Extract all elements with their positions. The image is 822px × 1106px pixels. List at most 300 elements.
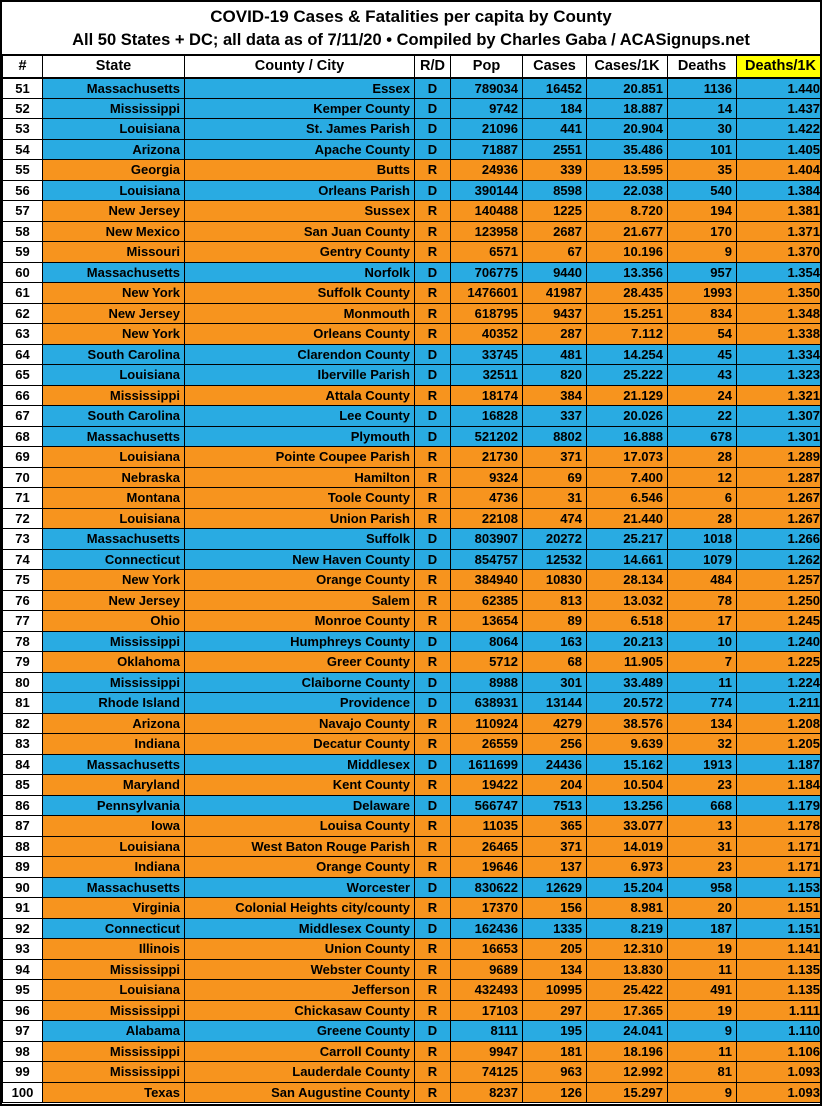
cell-cases: 7513 <box>523 795 587 816</box>
cell-rank: 60 <box>3 262 43 283</box>
cell-rank: 55 <box>3 160 43 181</box>
cell-party: R <box>415 324 451 345</box>
cell-rank: 81 <box>3 693 43 714</box>
cell-deaths-per-1k: 1.321 <box>737 385 822 406</box>
cell-cases-per-1k: 25.422 <box>587 980 668 1001</box>
header-row <box>3 56 822 78</box>
cell-cases-per-1k: 25.222 <box>587 365 668 386</box>
table-row <box>3 160 822 181</box>
cell-pop: 74125 <box>451 1062 523 1083</box>
cell-rank: 94 <box>3 959 43 980</box>
table-row <box>3 1000 822 1021</box>
cell-pop: 8064 <box>451 631 523 652</box>
table-row <box>3 918 822 939</box>
cell-cases-per-1k: 9.639 <box>587 734 668 755</box>
table-row <box>3 303 822 324</box>
cell-deaths: 1018 <box>668 529 737 550</box>
cell-deaths-per-1k: 1.338 <box>737 324 822 345</box>
cell-county: Delaware <box>185 795 415 816</box>
cell-deaths: 11 <box>668 672 737 693</box>
cell-pop: 19646 <box>451 857 523 878</box>
cell-cases-per-1k: 6.973 <box>587 857 668 878</box>
cell-pop: 1476601 <box>451 283 523 304</box>
cell-state: Nebraska <box>43 467 185 488</box>
cell-deaths-per-1k: 1.240 <box>737 631 822 652</box>
table-row <box>3 877 822 898</box>
cell-rank: 76 <box>3 590 43 611</box>
table-row <box>3 119 822 140</box>
cell-county: Monmouth <box>185 303 415 324</box>
cell-deaths: 54 <box>668 324 737 345</box>
cell-deaths-per-1k: 1.151 <box>737 898 822 919</box>
cell-cases-per-1k: 13.595 <box>587 160 668 181</box>
cell-county: Webster County <box>185 959 415 980</box>
cell-pop: 1611699 <box>451 754 523 775</box>
cell-rank: 79 <box>3 652 43 673</box>
table-row <box>3 221 822 242</box>
cell-rank: 77 <box>3 611 43 632</box>
table-row <box>3 180 822 201</box>
cell-party: R <box>415 959 451 980</box>
cell-county: Essex <box>185 78 415 99</box>
cell-rank: 70 <box>3 467 43 488</box>
cell-deaths-per-1k: 1.350 <box>737 283 822 304</box>
cell-cases: 2551 <box>523 139 587 160</box>
cell-pop: 566747 <box>451 795 523 816</box>
cell-deaths: 194 <box>668 201 737 222</box>
cell-deaths: 9 <box>668 1021 737 1042</box>
cell-deaths: 11 <box>668 1041 737 1062</box>
cell-cases-per-1k: 20.026 <box>587 406 668 427</box>
cell-deaths-per-1k: 1.224 <box>737 672 822 693</box>
cell-deaths: 22 <box>668 406 737 427</box>
cell-rank: 90 <box>3 877 43 898</box>
cell-cases-per-1k: 35.486 <box>587 139 668 160</box>
cell-state: New York <box>43 324 185 345</box>
cell-county: Middlesex <box>185 754 415 775</box>
cell-deaths-per-1k: 1.334 <box>737 344 822 365</box>
cell-deaths-per-1k: 1.301 <box>737 426 822 447</box>
covid-county-table <box>2 55 822 1103</box>
cell-county: Orange County <box>185 857 415 878</box>
table-row <box>3 529 822 550</box>
cell-state: Indiana <box>43 734 185 755</box>
cell-county: Greene County <box>185 1021 415 1042</box>
cell-party: R <box>415 283 451 304</box>
cell-deaths: 28 <box>668 447 737 468</box>
cell-rank: 84 <box>3 754 43 775</box>
cell-state: Massachusetts <box>43 754 185 775</box>
cell-rank: 53 <box>3 119 43 140</box>
col-header-deaths-per-1k: Deaths/1K <box>737 56 822 78</box>
cell-deaths-per-1k: 1.422 <box>737 119 822 140</box>
cell-party: R <box>415 488 451 509</box>
cell-cases: 41987 <box>523 283 587 304</box>
table-row <box>3 754 822 775</box>
cell-rank: 57 <box>3 201 43 222</box>
cell-party: D <box>415 549 451 570</box>
cell-rank: 65 <box>3 365 43 386</box>
cell-cases: 337 <box>523 406 587 427</box>
cell-deaths: 7 <box>668 652 737 673</box>
cell-cases: 256 <box>523 734 587 755</box>
cell-pop: 830622 <box>451 877 523 898</box>
cell-deaths: 774 <box>668 693 737 714</box>
cell-rank: 97 <box>3 1021 43 1042</box>
cell-cases-per-1k: 33.489 <box>587 672 668 693</box>
cell-county: Greer County <box>185 652 415 673</box>
cell-county: Attala County <box>185 385 415 406</box>
cell-deaths: 14 <box>668 98 737 119</box>
table-row <box>3 365 822 386</box>
cell-cases-per-1k: 15.297 <box>587 1082 668 1103</box>
cell-party: R <box>415 713 451 734</box>
cell-county: Butts <box>185 160 415 181</box>
cell-state: Massachusetts <box>43 78 185 99</box>
cell-deaths: 1079 <box>668 549 737 570</box>
cell-deaths: 32 <box>668 734 737 755</box>
cell-county: Providence <box>185 693 415 714</box>
cell-deaths-per-1k: 1.211 <box>737 693 822 714</box>
cell-cases: 181 <box>523 1041 587 1062</box>
table-row <box>3 488 822 509</box>
cell-state: New Jersey <box>43 303 185 324</box>
cell-deaths-per-1k: 1.225 <box>737 652 822 673</box>
cell-state: Alabama <box>43 1021 185 1042</box>
cell-deaths-per-1k: 1.208 <box>737 713 822 734</box>
cell-pop: 13654 <box>451 611 523 632</box>
cell-rank: 64 <box>3 344 43 365</box>
cell-party: R <box>415 160 451 181</box>
cell-deaths: 9 <box>668 1082 737 1103</box>
table-row <box>3 1082 822 1103</box>
cell-county: Orange County <box>185 570 415 591</box>
page-title: COVID-19 Cases & Fatalities per capita by County <box>210 6 612 26</box>
table-row <box>3 898 822 919</box>
cell-cases-per-1k: 18.887 <box>587 98 668 119</box>
cell-party: D <box>415 918 451 939</box>
cell-state: Louisiana <box>43 119 185 140</box>
cell-cases-per-1k: 20.851 <box>587 78 668 99</box>
cell-cases-per-1k: 21.129 <box>587 385 668 406</box>
cell-deaths-per-1k: 1.171 <box>737 857 822 878</box>
cell-party: R <box>415 816 451 837</box>
cell-state: Massachusetts <box>43 877 185 898</box>
cell-pop: 22108 <box>451 508 523 529</box>
cell-deaths: 24 <box>668 385 737 406</box>
cell-pop: 71887 <box>451 139 523 160</box>
cell-state: Arizona <box>43 139 185 160</box>
cell-county: Kent County <box>185 775 415 796</box>
cell-pop: 384940 <box>451 570 523 591</box>
table-row <box>3 980 822 1001</box>
table-row <box>3 939 822 960</box>
cell-cases-per-1k: 14.254 <box>587 344 668 365</box>
cell-rank: 98 <box>3 1041 43 1062</box>
page-subtitle: All 50 States + DC; all data as of 7/11/20 • Compiled by Charles Gaba / ACASignups.net <box>72 30 750 49</box>
cell-cases-per-1k: 14.661 <box>587 549 668 570</box>
cell-county: Toole County <box>185 488 415 509</box>
table-row <box>3 344 822 365</box>
cell-deaths-per-1k: 1.354 <box>737 262 822 283</box>
cell-state: Pennsylvania <box>43 795 185 816</box>
cell-rank: 78 <box>3 631 43 652</box>
cell-deaths-per-1k: 1.205 <box>737 734 822 755</box>
cell-cases-per-1k: 10.504 <box>587 775 668 796</box>
cell-cases-per-1k: 20.213 <box>587 631 668 652</box>
cell-state: Louisiana <box>43 365 185 386</box>
cell-county: Lauderdale County <box>185 1062 415 1083</box>
cell-pop: 26465 <box>451 836 523 857</box>
cell-cases: 297 <box>523 1000 587 1021</box>
cell-deaths: 43 <box>668 365 737 386</box>
cell-county: Hamilton <box>185 467 415 488</box>
cell-deaths: 23 <box>668 775 737 796</box>
cell-county: Norfolk <box>185 262 415 283</box>
cell-cases: 16452 <box>523 78 587 99</box>
cell-state: Indiana <box>43 857 185 878</box>
cell-state: Massachusetts <box>43 262 185 283</box>
cell-cases: 474 <box>523 508 587 529</box>
cell-cases-per-1k: 13.256 <box>587 795 668 816</box>
cell-deaths: 17 <box>668 611 737 632</box>
cell-pop: 17103 <box>451 1000 523 1021</box>
table-row <box>3 672 822 693</box>
cell-deaths-per-1k: 1.266 <box>737 529 822 550</box>
cell-pop: 706775 <box>451 262 523 283</box>
cell-party: D <box>415 693 451 714</box>
cell-pop: 789034 <box>451 78 523 99</box>
cell-party: R <box>415 447 451 468</box>
cell-county: Carroll County <box>185 1041 415 1062</box>
cell-deaths-per-1k: 1.262 <box>737 549 822 570</box>
cell-deaths: 958 <box>668 877 737 898</box>
cell-cases-per-1k: 17.365 <box>587 1000 668 1021</box>
cell-pop: 162436 <box>451 918 523 939</box>
cell-rank: 72 <box>3 508 43 529</box>
cell-pop: 21096 <box>451 119 523 140</box>
cell-cases: 1335 <box>523 918 587 939</box>
cell-state: New Mexico <box>43 221 185 242</box>
cell-state: Ohio <box>43 611 185 632</box>
cell-deaths-per-1k: 1.384 <box>737 180 822 201</box>
cell-rank: 67 <box>3 406 43 427</box>
cell-cases: 12629 <box>523 877 587 898</box>
cell-cases: 89 <box>523 611 587 632</box>
cell-party: D <box>415 672 451 693</box>
table-row <box>3 734 822 755</box>
cell-party: R <box>415 611 451 632</box>
cell-cases: 24436 <box>523 754 587 775</box>
cell-state: South Carolina <box>43 406 185 427</box>
cell-pop: 5712 <box>451 652 523 673</box>
cell-deaths-per-1k: 1.257 <box>737 570 822 591</box>
cell-pop: 638931 <box>451 693 523 714</box>
table-row <box>3 406 822 427</box>
cell-pop: 18174 <box>451 385 523 406</box>
table-row <box>3 262 822 283</box>
cell-deaths-per-1k: 1.440 <box>737 78 822 99</box>
cell-deaths-per-1k: 1.093 <box>737 1062 822 1083</box>
cell-rank: 83 <box>3 734 43 755</box>
cell-county: Middlesex County <box>185 918 415 939</box>
cell-rank: 54 <box>3 139 43 160</box>
cell-party: R <box>415 201 451 222</box>
cell-party: D <box>415 529 451 550</box>
cell-state: Louisiana <box>43 180 185 201</box>
cell-deaths: 11 <box>668 959 737 980</box>
cell-deaths: 31 <box>668 836 737 857</box>
cell-rank: 89 <box>3 857 43 878</box>
cell-rank: 74 <box>3 549 43 570</box>
cell-party: D <box>415 180 451 201</box>
cell-county: Apache County <box>185 139 415 160</box>
cell-cases: 31 <box>523 488 587 509</box>
cell-deaths: 187 <box>668 918 737 939</box>
cell-cases: 481 <box>523 344 587 365</box>
cell-deaths: 30 <box>668 119 737 140</box>
table-row <box>3 447 822 468</box>
table-row <box>3 242 822 263</box>
cell-county: Orleans County <box>185 324 415 345</box>
cell-state: Mississippi <box>43 631 185 652</box>
cell-cases-per-1k: 33.077 <box>587 816 668 837</box>
cell-state: Mississippi <box>43 98 185 119</box>
cell-cases-per-1k: 15.251 <box>587 303 668 324</box>
cell-county: Chickasaw County <box>185 1000 415 1021</box>
cell-deaths: 134 <box>668 713 737 734</box>
cell-deaths-per-1k: 1.267 <box>737 508 822 529</box>
cell-cases-per-1k: 13.830 <box>587 959 668 980</box>
cell-deaths-per-1k: 1.184 <box>737 775 822 796</box>
cell-state: Missouri <box>43 242 185 263</box>
cell-county: Worcester <box>185 877 415 898</box>
cell-pop: 4736 <box>451 488 523 509</box>
cell-cases-per-1k: 12.992 <box>587 1062 668 1083</box>
table-row <box>3 385 822 406</box>
cell-cases: 134 <box>523 959 587 980</box>
cell-pop: 803907 <box>451 529 523 550</box>
cell-pop: 6571 <box>451 242 523 263</box>
cell-pop: 521202 <box>451 426 523 447</box>
cell-state: Connecticut <box>43 918 185 939</box>
cell-cases-per-1k: 28.134 <box>587 570 668 591</box>
cell-state: New York <box>43 283 185 304</box>
cell-party: R <box>415 939 451 960</box>
cell-deaths-per-1k: 1.267 <box>737 488 822 509</box>
cell-deaths: 1993 <box>668 283 737 304</box>
cell-state: South Carolina <box>43 344 185 365</box>
table-row <box>3 283 822 304</box>
cell-deaths-per-1k: 1.370 <box>737 242 822 263</box>
cell-deaths-per-1k: 1.289 <box>737 447 822 468</box>
cell-deaths-per-1k: 1.106 <box>737 1041 822 1062</box>
cell-rank: 56 <box>3 180 43 201</box>
cell-party: D <box>415 262 451 283</box>
cell-rank: 80 <box>3 672 43 693</box>
cell-deaths-per-1k: 1.405 <box>737 139 822 160</box>
cell-county: Claiborne County <box>185 672 415 693</box>
cell-cases: 12532 <box>523 549 587 570</box>
cell-county: Plymouth <box>185 426 415 447</box>
cell-pop: 618795 <box>451 303 523 324</box>
cell-cases-per-1k: 13.356 <box>587 262 668 283</box>
cell-rank: 92 <box>3 918 43 939</box>
cell-cases-per-1k: 17.073 <box>587 447 668 468</box>
cell-pop: 390144 <box>451 180 523 201</box>
cell-deaths: 491 <box>668 980 737 1001</box>
cell-cases-per-1k: 22.038 <box>587 180 668 201</box>
cell-state: Massachusetts <box>43 529 185 550</box>
cell-state: Illinois <box>43 939 185 960</box>
cell-state: Mississippi <box>43 1062 185 1083</box>
cell-county: Orleans Parish <box>185 180 415 201</box>
cell-cases-per-1k: 8.720 <box>587 201 668 222</box>
table-row <box>3 549 822 570</box>
cell-state: Mississippi <box>43 385 185 406</box>
cell-cases: 204 <box>523 775 587 796</box>
cell-county: Clarendon County <box>185 344 415 365</box>
cell-deaths: 81 <box>668 1062 737 1083</box>
cell-pop: 32511 <box>451 365 523 386</box>
cell-deaths: 834 <box>668 303 737 324</box>
cell-cases-per-1k: 10.196 <box>587 242 668 263</box>
cell-cases: 963 <box>523 1062 587 1083</box>
cell-pop: 9324 <box>451 467 523 488</box>
cell-rank: 63 <box>3 324 43 345</box>
cell-rank: 69 <box>3 447 43 468</box>
cell-party: R <box>415 303 451 324</box>
cell-deaths: 678 <box>668 426 737 447</box>
cell-pop: 11035 <box>451 816 523 837</box>
cell-deaths-per-1k: 1.245 <box>737 611 822 632</box>
cell-cases: 339 <box>523 160 587 181</box>
cell-cases: 163 <box>523 631 587 652</box>
cell-pop: 123958 <box>451 221 523 242</box>
cell-county: San Augustine County <box>185 1082 415 1103</box>
cell-cases: 820 <box>523 365 587 386</box>
cell-party: R <box>415 1062 451 1083</box>
cell-county: St. James Parish <box>185 119 415 140</box>
cell-cases: 67 <box>523 242 587 263</box>
cell-state: Mississippi <box>43 1041 185 1062</box>
cell-county: Colonial Heights city/county <box>185 898 415 919</box>
cell-cases: 13144 <box>523 693 587 714</box>
cell-deaths: 6 <box>668 488 737 509</box>
cell-pop: 21730 <box>451 447 523 468</box>
cell-state: Connecticut <box>43 549 185 570</box>
cell-county: Suffolk <box>185 529 415 550</box>
cell-cases-per-1k: 15.162 <box>587 754 668 775</box>
table-row <box>3 201 822 222</box>
cell-state: New Jersey <box>43 590 185 611</box>
cell-county: New Haven County <box>185 549 415 570</box>
cell-party: R <box>415 857 451 878</box>
cell-deaths: 9 <box>668 242 737 263</box>
cell-deaths: 1136 <box>668 78 737 99</box>
cell-cases-per-1k: 13.032 <box>587 590 668 611</box>
cell-rank: 62 <box>3 303 43 324</box>
cell-state: Georgia <box>43 160 185 181</box>
col-header-county: County / City <box>185 56 415 78</box>
cell-deaths-per-1k: 1.307 <box>737 406 822 427</box>
cell-pop: 9742 <box>451 98 523 119</box>
table-row <box>3 508 822 529</box>
cell-party: D <box>415 139 451 160</box>
cell-deaths: 101 <box>668 139 737 160</box>
cell-state: Texas <box>43 1082 185 1103</box>
cell-pop: 854757 <box>451 549 523 570</box>
